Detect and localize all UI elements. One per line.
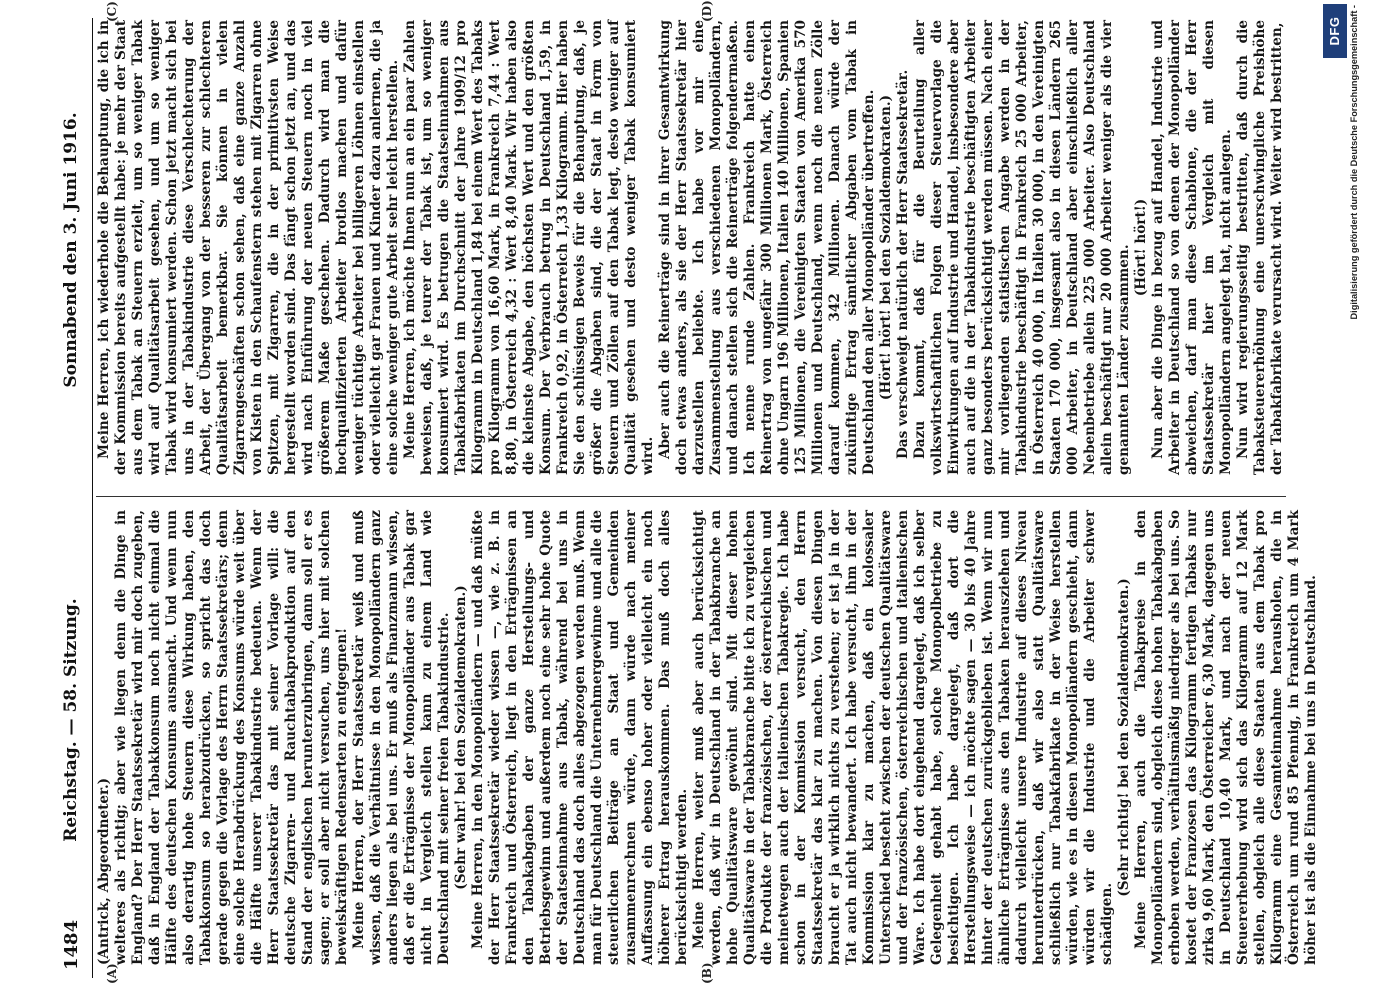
interjection: (Sehr wahr! bei den Sozialdemokraten.) bbox=[453, 585, 469, 890]
section-mark-b: (B) bbox=[700, 962, 714, 984]
paragraph: Meine Herren, der Herr Staatssekretär weiß und muß wissen, daß die Verhältnisse in den Monopolländern ganz anders liegen als bei uns. Er muß als Finanzmann wissen, daß er die Erträgnisse der Monopolländer aus Tabak gar nicht in Vergleich stellen kann zu einem Land wie Deutschland mit seiner freien Tabakindustrie. bbox=[351, 510, 452, 965]
right-column bbox=[96, 20, 1288, 475]
column-divider bbox=[96, 496, 1286, 497]
session-date: Sonnabend den 3. Juni 1916. bbox=[61, 112, 81, 388]
paragraph: Das verschweigt natürlich der Herr Staatssekretär. bbox=[895, 69, 911, 459]
funding-note: Digitalisierung gefördert durch die Deutsche Forschungsgemeinschaft - bbox=[1349, 5, 1359, 320]
digitization-stamp bbox=[1323, 0, 1383, 1000]
section-mark-d: (D) bbox=[700, 0, 714, 22]
paragraph: welteres als richtig; aber wie liegen denn die Dinge in England? Der Herr Staatssekretär wird mir doch zugeben, daß in England der Tabakkonsum noch nicht einmal die Hälfte des deutschen Konsums ausmacht. Und wenn nun also derartig hohe Steuern diese Wirkung haben, den Tabakkonsum so herabzudrücken, so spricht das doch gerade gegen die Vorlage des Herrn Staatssekretärs; denn eine solche Herabdrückung des Konsums würde weit über die Hälfte unserer Tabakindustrie bedeuten. Wenn der Herr Staatssekretär das mit seiner Vorlage will: die deutsche Zigarren- und Rauchtabakproduktion auf den Stand der englischen herunterzubringen, dann soll er es sagen; er soll aber nicht versuchen, uns hier mit solchen beweiskräftigen Redensarten zu entgegnen! bbox=[113, 510, 350, 965]
interjection: (Sehr richtig! bei den Sozialdemokraten.) bbox=[1116, 578, 1132, 897]
interjection: (Hört! hört! bei den Sozialdemokraten.) bbox=[878, 94, 894, 401]
paragraph: Meine Herren, ich wiederhole die Behauptung, die ich in der Kommission bereits aufgestellt habe: je mehr der Staat aus dem Tabak an Steuern erzielt, um so weniger Tabak wird auf Qualitätsarbeit gesehen, und um so weniger Tabak wird konsumiert werden. Schon jetzt macht sich bei uns in der Tabakindustrie diese Verschlechterung der Arbeit, der Übergang von der besseren zur schlechteren Qualitätsarbeit bemerkbar. Sie können in vielen Zigarrengeschäften schon sehen, daß eine ganze Anzahl von Kisten in den Schaufenstern stehen mit Zigarren ohne Spitzen, mit Zigarren, die in der primitivsten Weise hergestellt worden sind. Das fängt schon jetzt an, und das wird nach Einführung der neuen Steuern noch in viel größerem Maße geschehen. Dadurch wird man die hochqualifizierten Arbeiter brotlos machen und dafür weniger tüchtige Arbeiter bei billigeren Löhnen einstellen oder vielleicht gar Frauen und Kinder dazu anlernen, die ja eine solche weniger gute Arbeit sehr leicht herstellen. bbox=[96, 20, 401, 475]
paragraph: Aber auch die Reinerträge sind in ihrer Gesamtwirkung doch etwas anders, als sie der Herr Staatssekretär hier darzustellen beliebte. Ich habe vor mir eine Zusammenstellung aus verschiedenen Monopolländern, und danach stellen sich die Reinerträge folgendermaßen. Ich nenne runde Zahlen. Frankreich hatte einen Reinertrag von ungefähr 300 Millionen Mark, Österreich ohne Ungarn 196 Millionen, Italien 140 Millionen, Spanien 125 Millionen, die Vereinigten Staaten von Amerika 570 Millionen und Deutschland, wenn noch die neuen Zölle darauf kommen, 342 Millionen. Danach würde der zukünftige Ertrag sämtlicher Abgaben vom Tabak in Deutschland den aller Monopolländer übertreffen. bbox=[657, 20, 877, 475]
paragraph: Meine Herren, auch die Tabakpreise in den Monopolländern sind, obgleich diese hohen Tabakabgaben erhoben werden, verhältnismäßig niedriger als bei uns. So kostet der Franzosen das Kilogramm fertigen Tabaks nur zirka 9,60 Mark, den Österreicher 6,30 Mark, dagegen uns in Deutschland 10,40 Mark, und nach der neuen Steuererhebung wird sich das Kilogramm auf 12 Mark stellen, obgleich alle diese Staaten aus dem Tabak pro Kilogramm eine Gesamteinnahme herausholen, die in Österreich um rund 85 Pfennig, in Frankreich um 4 Mark höher ist als die Einnahme bei uns in Deutschland. bbox=[1133, 510, 1319, 965]
page-number: 1484 bbox=[61, 919, 82, 970]
header-rule bbox=[92, 18, 93, 978]
left-column bbox=[96, 510, 1319, 965]
section-mark-a: (A) bbox=[105, 963, 119, 984]
paragraph: Meine Herren, weiter muß aber auch berücksichtigt werden, daß wir in Deutschland in der Tabakbranche an hohe Qualitätsware gewöhnt sind. Mit dieser hohen Qualitätsware in der Tabakbranche bitte ich zu vergleichen die Produkte der französischen, der österreichischen und meinetwegen auch der italienischen Tabakregie. Ich habe schon in der Kommission versucht, den Herrn Staatssekretär das klar zu machen. Von diesen Dingen braucht er ja wirklich nichts zu verstehen; er ist ja in der Tat auch nicht bewandert. Ich habe versucht, ihm in der Kommission klar zu machen, daß ein kolossaler Unterschied besteht zwischen der deutschen Qualitätsware und der französischen, österreichischen und italienischen Ware. Ich habe dort eingehend dargelegt, daß ich selber Gelegenheit gehabt habe, solche Monopolbetriebe zu besichtigen. Ich habe dargelegt, daß dort die Herstellungsweise — ich möchte sagen — 30 bis 40 Jahre hinter der deutschen zurückgeblieben ist. Wenn wir nun ähnliche Erträgnisse aus den Tabaken herausziehen und dadurch vielleicht unsere Industrie auf dieses Niveau herunterdrücken, daß wir also statt Qualitätsware schließlich nur Tabakfabrikate in der Weise herstellen würden, wie es in diesen Monopolländern geschieht, dann würden wir die Industrie und die Arbeiter schwer schädigen. bbox=[691, 510, 1115, 965]
paragraph: Meine Herren, in den Monopolländern — und daß müßte der Herr Staatssekretär wieder wissen —, wie z. B. in Frankreich und Österreich, liegt in den Erträgnissen an den Tabakabgaben der ganze Herstellungs- und Betriebsgewinn und außerdem noch eine sehr hohe Quote der Staatseinnahme aus Tabak, während bei uns in Deutschland das doch alles abgezogen werden muß. Wenn man für Deutschland die Unternehmergewinne und alle die steuerlichen Beiträge an Staat und Gemeinden zusammenrechnen würde, dann würde nach meiner Auffassung ein ebenso hoher oder vielleicht ein noch höherer Ertrag herauskommen. Das muß doch alles berücksichtigt werden. bbox=[470, 510, 690, 965]
page-header bbox=[55, 0, 93, 1000]
dfg-logo: DFG bbox=[1323, 4, 1347, 58]
interjection: (Hört! hört!) bbox=[1133, 198, 1149, 297]
paragraph: Nun wird regierungsseitig bestritten, daß durch die Tabaksteuererhöhung eine unerschwingliche Preishöhe der Tabakfabrikate verursacht wird. Weiter wird bestritten, bbox=[1235, 20, 1285, 475]
section-mark-c: (C) bbox=[105, 1, 119, 22]
paragraph: Meine Herren, ich möchte Ihnen nun an ein paar Zahlen beweisen, daß, je teurer der Tabak ist, um so weniger konsumiert wird. Es betrugen die Staatseinnahmen aus Tabakfabrikaten im Durchschnitt der Jahre 1909/12 pro Kilogramm in Deutschland 1,84 bei einem Wert des Tabaks pro Kilogramm von 16,60 Mark, in Frankreich 7,44 : Wert 8,80, in Österreich 4,32 : Wert 8,40 Mark. Wir haben also die kleinste Abgabe, den höchsten Wert und den größten Konsum. Der Verbrauch betrug in Deutschland 1,59, in Frankreich 0,92, in Österreich 1,33 Kilogramm. Hier haben Sie den schlüssigen Beweis für die Behauptung, daß, je größer die Abgaben sind, die der Staat in Form von Steuern und Zöllen auf den Tabak legt, desto weniger auf Qualität gesehen und desto weniger Tabak konsumiert wird. bbox=[402, 20, 656, 475]
paragraph: Dazu kommt, daß für die Beurteilung aller volkswirtschaftlichen Folgen dieser Steuervorlage die Einwirkungen auf Industrie und Handel, insbesondere aber auch auf die in der Tabakindustrie beschäftigten Arbeiter ganz besonders berücksichtigt werden müssen. Nach einer mir vorliegenden statistischen Angabe werden in der Tabakindustrie beschäftigt in Frankreich 25 000 Arbeiter, in Österreich 40 000, in Italien 30 000, in den Vereinigten Staaten 170 000, insgesamt also in diesen Ländern 265 000 Arbeiter, in Deutschland aber einschließlich aller Nebenbetriebe allein 225 000 Arbeiter. Also Deutschland allein beschäftigt nur 20 000 Arbeiter weniger als die vier genannten Länder zusammen. bbox=[912, 20, 1132, 475]
paragraph: Nun aber die Dinge in bezug auf Handel, Industrie und Arbeiter in Deutschland so von denen der Monopolländer abweichen, darf man diese Schablone, die der Herr Staatssekretär hier im Vergleich mit diesen Monopolländern angelegt hat, nicht anlegen. bbox=[1150, 20, 1234, 475]
session-title: Reichstag. — 58. Sitzung. bbox=[61, 598, 81, 842]
speaker-lead: (Antrick, Abgeordneter.) bbox=[96, 777, 112, 965]
